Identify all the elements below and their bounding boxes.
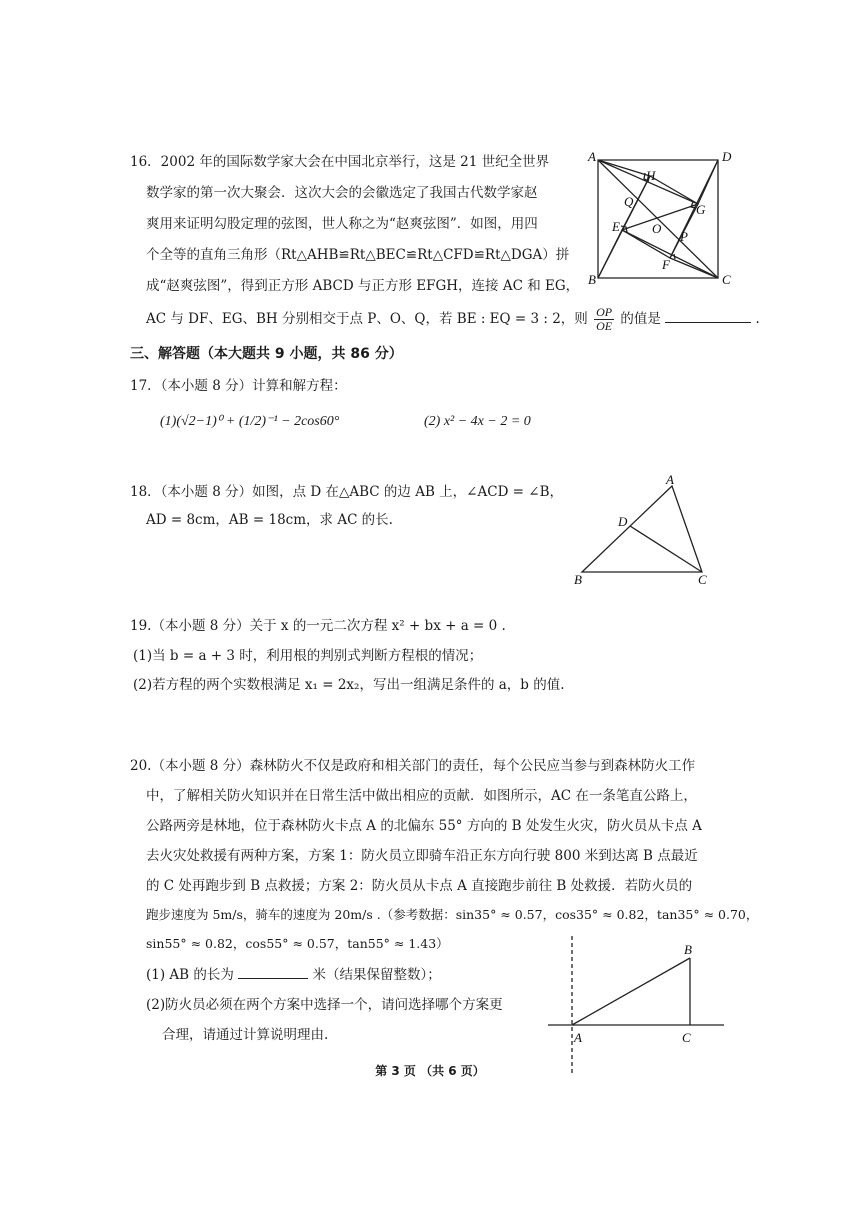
label-o: O bbox=[652, 221, 662, 236]
q20-part-1-pre: (1) AB 的长为 bbox=[146, 967, 234, 983]
label-p: P bbox=[680, 229, 688, 244]
q20-part-2-line-1: (2)防火员必须在两个方案中选择一个，请问选择哪个方案更 bbox=[146, 997, 503, 1013]
q20-line-7: sin55° ≈ 0.82，cos55° ≈ 0.57，tan55° ≈ 1.43） bbox=[146, 936, 449, 951]
q16-frac-den: OE bbox=[596, 319, 613, 333]
q16-fraction bbox=[594, 306, 614, 333]
q20-answer-blank[interactable] bbox=[238, 964, 308, 979]
label-a: A bbox=[574, 1030, 582, 1045]
q20-part-1 bbox=[146, 964, 441, 985]
q16-end: . bbox=[755, 311, 760, 327]
q16-last-post: 的值是 bbox=[620, 311, 661, 327]
label-b: B bbox=[574, 572, 582, 587]
q20-part-1-post: 米（结果保留整数）； bbox=[312, 967, 441, 983]
q18-line-1: 18．（本小题 8 分）如图，点 D 在△ABC 的边 AB 上，∠ACD = ∠B， bbox=[130, 484, 564, 500]
label-h: H bbox=[646, 168, 656, 183]
page-footer: 第 3 页 （共 6 页） bbox=[375, 1064, 485, 1078]
q19-line-1: 19.（本小题 8 分）关于 x 的一元二次方程 x² + bx + a = 0 . bbox=[130, 618, 506, 634]
right-angle-f bbox=[674, 254, 675, 259]
q16-line-5: 成“赵爽弦图”，得到正方形 ABCD 与正方形 EFGH，连接 AC 和 EG， bbox=[146, 278, 580, 294]
q17-part-2: (2) x² − 4x − 2 = 0 bbox=[424, 414, 531, 429]
q20-line-6: 跑步速度为 5m/s，骑车的速度为 20m/s .（参考数据：sin35° ≈ 0.57，cos35° ≈ 0.82，tan35° ≈ 0.70， bbox=[146, 907, 759, 922]
q16-zhao-shuang-diagram bbox=[582, 146, 742, 292]
label-c: C bbox=[698, 572, 707, 587]
q17-part-1: (1)(√2−1)⁰ + (1/2)⁻¹ − 2cos60° bbox=[160, 414, 340, 429]
label-q: Q bbox=[624, 194, 634, 209]
label-a: A bbox=[588, 149, 596, 164]
q19-line-3: (2)若方程的两个实数根满足 x₁ = 2x₂，写出一组满足条件的 a，b 的值. bbox=[133, 677, 565, 693]
segment-ab bbox=[572, 958, 690, 1025]
label-c: C bbox=[722, 272, 731, 287]
q20-line-4: 去火灾处救援有两种方案，方案 1：防火员立即骑车沿正东方向行驶 800 米到达离 B 点最近 bbox=[146, 848, 698, 864]
q16-answer-blank[interactable] bbox=[665, 308, 751, 323]
segment-cd bbox=[630, 526, 702, 572]
q20-road-figure bbox=[546, 934, 730, 1076]
q16-line-3: 爽用来证明勾股定理的弦图，世人称之为“赵爽弦图”．如图，用四 bbox=[146, 216, 538, 232]
triangle-abc bbox=[582, 486, 702, 572]
q17-stem: 17．（本小题 8 分）计算和解方程： bbox=[130, 378, 347, 394]
q19-line-2: (1)当 b = a + 3 时，利用根的判别式判断方程根的情况； bbox=[133, 648, 483, 664]
label-d: D bbox=[618, 514, 628, 529]
label-f: F bbox=[662, 257, 670, 272]
segment-ce bbox=[622, 230, 718, 278]
q20-line-2: 中，了解相关防火知识并在日常生活中做出相应的贡献．如图所示，AC 在一条笔直公路上， bbox=[146, 788, 697, 804]
segment-df bbox=[670, 160, 718, 258]
label-b: B bbox=[684, 942, 692, 957]
q20-part-2-line-2: 合理，请通过计算说明理由. bbox=[162, 1027, 329, 1043]
q20-line-5: 的 C 处再跑步到 B 点救援；方案 2：防火员从卡点 A 直接跑步前往 B 处救援．若防火员的 bbox=[146, 878, 693, 894]
label-b: B bbox=[588, 272, 596, 287]
q18-triangle-figure bbox=[566, 472, 726, 588]
label-d: D bbox=[722, 149, 732, 164]
q16-frac-num: OP bbox=[596, 305, 613, 319]
section-3-heading: 三、解答题（本大题共 9 小题，共 86 分） bbox=[130, 346, 403, 362]
q16-line-1: 16．2002 年的国际数学家大会在中国北京举行，这是 21 世纪全世界 bbox=[130, 154, 550, 170]
q16-last-line bbox=[146, 304, 760, 334]
q20-line-3: 公路两旁是林地，位于森林防火卡点 A 的北偏东 55° 方向的 B 处发生火灾，防火员从卡点 A bbox=[146, 818, 702, 834]
q16-line-2: 数学家的第一次大聚会．这次大会的会徽选定了我国古代数学家赵 bbox=[146, 185, 538, 201]
label-e: E bbox=[612, 219, 620, 234]
q16-last-pre: AC 与 DF、EG、BH 分别相交于点 P、O、Q，若 BE : EQ = 3 : 2，则 bbox=[146, 311, 588, 327]
label-g: G bbox=[696, 202, 706, 217]
q18-line-2: AD = 8cm，AB = 18cm，求 AC 的长. bbox=[146, 512, 393, 528]
label-c: C bbox=[682, 1030, 691, 1045]
label-a: A bbox=[666, 472, 674, 487]
q16-line-4: 个全等的直角三角形（Rt△AHB≌Rt△BEC≌Rt△CFD≌Rt△DGA）拼 bbox=[146, 247, 570, 263]
q20-line-1: 20.（本小题 8 分）森林防火不仅是政府和相关部门的责任，每个公民应当参与到森林防火工作 bbox=[130, 758, 696, 774]
